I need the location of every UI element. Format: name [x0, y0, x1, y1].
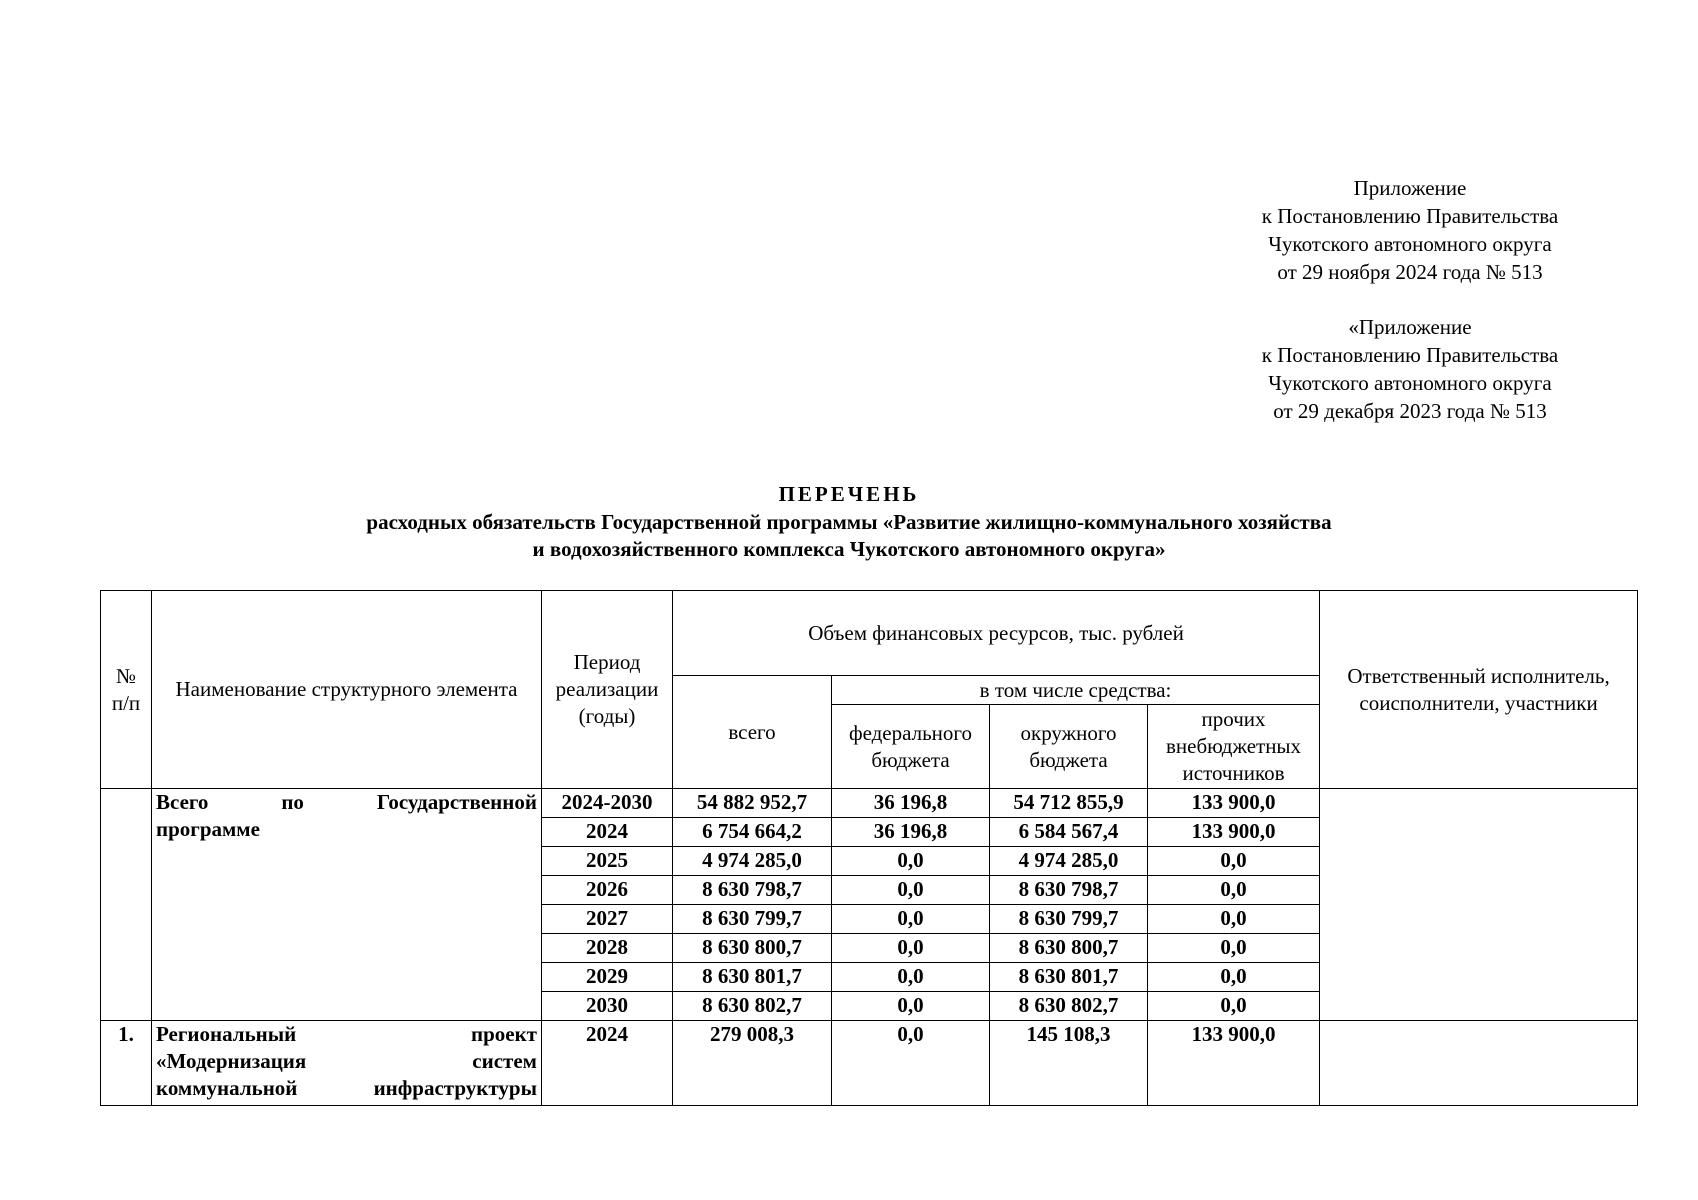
district-value-cell: 54 712 855,9: [990, 789, 1148, 818]
federal-value-cell: 0,0: [832, 934, 990, 963]
appendix-line: от 29 ноября 2024 года № 513: [1277, 260, 1543, 284]
appendix-line: Приложение: [1353, 176, 1467, 200]
year-cell: 2028: [542, 934, 673, 963]
project-name-line: коммунальной инфраструктуры: [156, 1076, 537, 1100]
total-executor-cell: [1320, 789, 1638, 1021]
other-value-cell: 0,0: [1148, 992, 1320, 1021]
total-value-cell: 8 630 800,7: [673, 934, 832, 963]
project-name-line: «Модернизация систем: [156, 1049, 537, 1073]
header-num: № п/п: [101, 591, 152, 789]
document-subtitle-line: расходных обязательств Государственной программы «Развитие жилищно-коммунального хозяйства: [366, 509, 1332, 534]
year-cell: 2026: [542, 876, 673, 905]
header-total: всего: [673, 676, 832, 789]
federal-value-cell: 0,0: [832, 847, 990, 876]
project-num-cell: 1.: [101, 1021, 152, 1106]
total-value-cell: 4 974 285,0: [673, 847, 832, 876]
header-volume: Объем финансовых ресурсов, тыс. рублей: [673, 591, 1320, 676]
federal-value-cell: 36 196,8: [832, 789, 990, 818]
project-name-line: Региональный проект: [156, 1022, 537, 1046]
total-value-cell: 54 882 952,7: [673, 789, 832, 818]
header-period: Период реализации (годы): [542, 591, 673, 789]
total-value-cell: 279 008,3: [673, 1021, 832, 1106]
federal-value-cell: 0,0: [832, 963, 990, 992]
other-value-cell: 133 900,0: [1148, 818, 1320, 847]
year-cell: 2024-2030: [542, 789, 673, 818]
district-value-cell: 8 630 798,7: [990, 876, 1148, 905]
header-district: окружного бюджета: [990, 705, 1148, 789]
header-other: прочих внебюджетных источников: [1148, 705, 1320, 789]
district-value-cell: 6 584 567,4: [990, 818, 1148, 847]
other-value-cell: 0,0: [1148, 963, 1320, 992]
other-value-cell: 133 900,0: [1148, 789, 1320, 818]
year-cell: 2024: [542, 818, 673, 847]
total-name-word: Всего: [156, 790, 209, 814]
year-cell: 2029: [542, 963, 673, 992]
document-title: ПЕРЕЧЕНЬ: [778, 482, 920, 506]
appendix-line: Чукотского автономного округа: [1268, 232, 1552, 256]
year-cell: 2024: [542, 1021, 673, 1106]
federal-value-cell: 0,0: [832, 992, 990, 1021]
federal-value-cell: 0,0: [832, 905, 990, 934]
document-heading: [0, 481, 1698, 564]
table-row: [101, 1021, 1638, 1106]
appendix-line: от 29 декабря 2023 года № 513: [1273, 399, 1547, 423]
total-value-cell: 8 630 798,7: [673, 876, 832, 905]
other-value-cell: 0,0: [1148, 876, 1320, 905]
district-value-cell: 8 630 800,7: [990, 934, 1148, 963]
total-name-line1: [156, 789, 537, 816]
table-row: [101, 789, 1638, 818]
appendix-line: к Постановлению Правительства: [1261, 343, 1559, 367]
district-value-cell: 8 630 799,7: [990, 905, 1148, 934]
header-federal: федерального бюджета: [832, 705, 990, 789]
obligations-table: [100, 590, 1638, 1106]
year-cell: 2025: [542, 847, 673, 876]
total-name-cell: [152, 789, 542, 1021]
other-value-cell: 0,0: [1148, 905, 1320, 934]
total-value-cell: 8 630 801,7: [673, 963, 832, 992]
total-name-word: по: [281, 790, 304, 814]
district-value-cell: 4 974 285,0: [990, 847, 1148, 876]
year-cell: 2027: [542, 905, 673, 934]
total-value-cell: 8 630 802,7: [673, 992, 832, 1021]
federal-value-cell: 0,0: [832, 1021, 990, 1106]
project-name-cell: [152, 1021, 542, 1106]
federal-value-cell: 36 196,8: [832, 818, 990, 847]
district-value-cell: 145 108,3: [990, 1021, 1148, 1106]
header-including: в том числе средства:: [832, 676, 1320, 705]
federal-value-cell: 0,0: [832, 876, 990, 905]
header-name: Наименование структурного элемента: [152, 591, 542, 789]
project-executor-cell: [1320, 1021, 1638, 1106]
appendix-approval-block: [1180, 174, 1640, 286]
document-subtitle-line: и водохозяйственного комплекса Чукотского автономного округа»: [532, 537, 1166, 561]
district-value-cell: 8 630 801,7: [990, 963, 1148, 992]
total-value-cell: 6 754 664,2: [673, 818, 832, 847]
year-cell: 2030: [542, 992, 673, 1021]
appendix-line: Чукотского автономного округа: [1268, 371, 1552, 395]
total-name-word: Государственной: [376, 790, 537, 814]
other-value-cell: 0,0: [1148, 847, 1320, 876]
total-name-line2: программе: [156, 817, 260, 841]
header-executor: Ответственный исполнитель, соисполнители, участники: [1320, 591, 1638, 789]
other-value-cell: 0,0: [1148, 934, 1320, 963]
appendix-line: «Приложение: [1348, 315, 1472, 339]
district-value-cell: 8 630 802,7: [990, 992, 1148, 1021]
total-value-cell: 8 630 799,7: [673, 905, 832, 934]
other-value-cell: 133 900,0: [1148, 1021, 1320, 1106]
total-num-cell: [101, 789, 152, 1021]
appendix-original-block: [1180, 313, 1640, 425]
appendix-line: к Постановлению Правительства: [1261, 204, 1559, 228]
